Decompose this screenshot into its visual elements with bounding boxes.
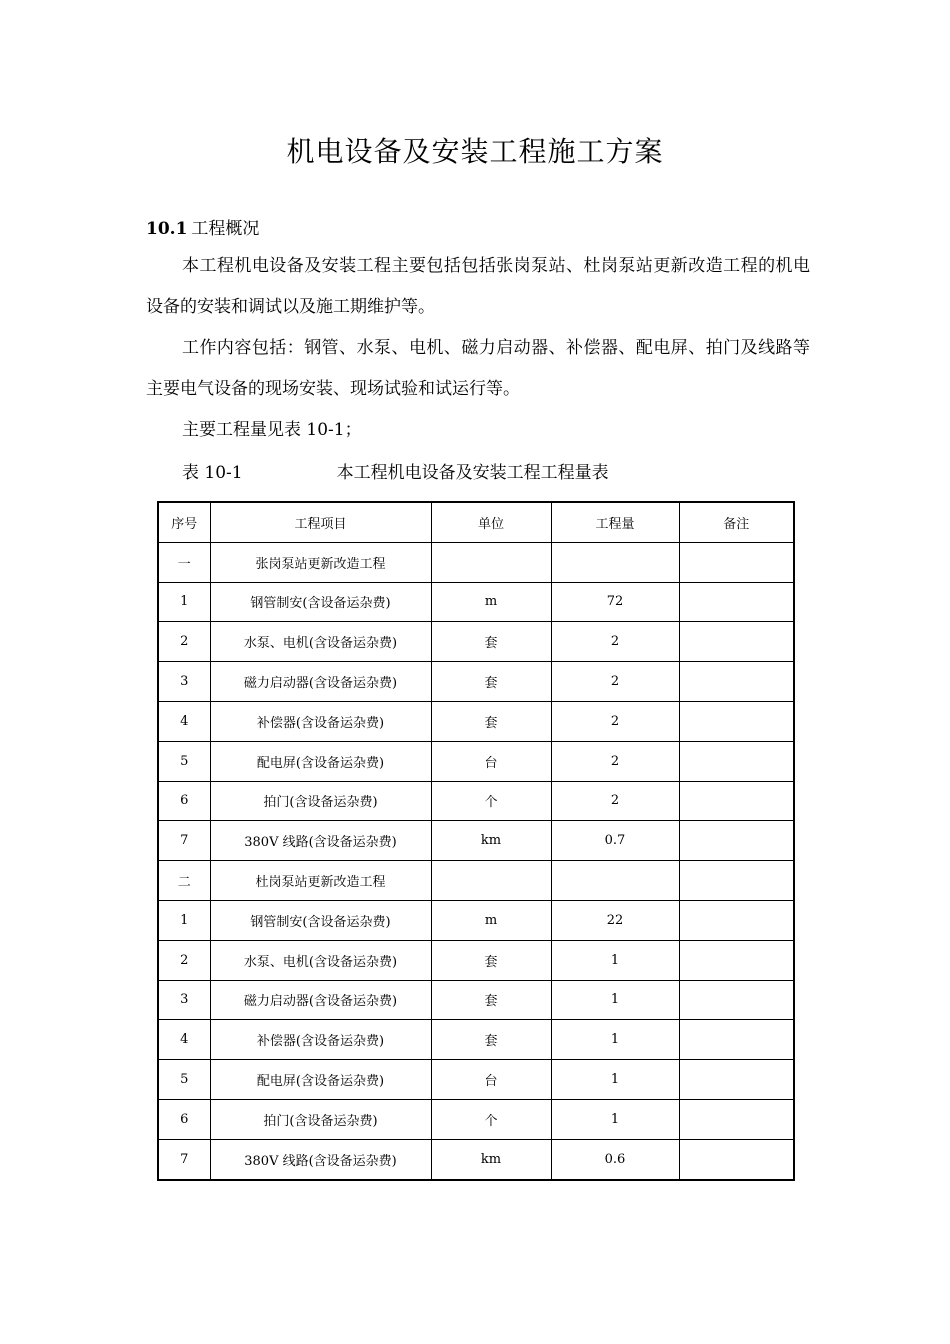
table-cell-unit: 个 — [431, 781, 551, 821]
table-body — [158, 542, 794, 1179]
table-cell-index: 2 — [158, 622, 210, 662]
table-caption — [182, 458, 609, 483]
table-cell-index: 4 — [158, 701, 210, 741]
table-cell-remarks — [679, 781, 794, 821]
table-cell-quantity: 1 — [551, 980, 679, 1020]
table-cell-item: 配电屏(含设备运杂费) — [210, 1060, 431, 1100]
table-cell-remarks — [679, 542, 794, 582]
table-row — [158, 622, 794, 662]
table-cell-quantity — [551, 861, 679, 901]
table-row — [158, 1020, 794, 1060]
paragraph-table-reference: 主要工程量见表 10-1； — [182, 420, 362, 440]
table-cell-unit: 套 — [431, 662, 551, 702]
table-row — [158, 1099, 794, 1139]
table-header-row — [158, 502, 794, 542]
table-cell-quantity: 0.6 — [551, 1139, 679, 1179]
table-cell-index: 4 — [158, 1020, 210, 1060]
table-cell-quantity: 2 — [551, 662, 679, 702]
table-cell-index: 7 — [158, 1139, 210, 1179]
table-cell-index: 1 — [158, 582, 210, 622]
table-cell-remarks — [679, 821, 794, 861]
table-row — [158, 701, 794, 741]
table-row — [158, 821, 794, 861]
table-cell-index: 5 — [158, 741, 210, 781]
table-cell-quantity: 2 — [551, 781, 679, 821]
table-cell-remarks — [679, 662, 794, 702]
section-heading — [146, 214, 259, 239]
table-cell-remarks — [679, 582, 794, 622]
quantity-table — [157, 501, 795, 1181]
table-cell-item: 张岗泵站更新改造工程 — [210, 542, 431, 582]
table-cell-unit: 台 — [431, 1060, 551, 1100]
table-row — [158, 861, 794, 901]
table-cell-unit: 套 — [431, 701, 551, 741]
table-row — [158, 741, 794, 781]
table-row — [158, 1139, 794, 1179]
table-cell-quantity: 1 — [551, 940, 679, 980]
table-cell-item: 配电屏(含设备运杂费) — [210, 741, 431, 781]
table-cell-index: 二 — [158, 861, 210, 901]
table-cell-index: 6 — [158, 781, 210, 821]
table-cell-unit: m — [431, 582, 551, 622]
paragraph-overview: 本工程机电设备及安装工程主要包括包括张岗泵站、杜岗泵站更新改造工程的机电设备的安装和调试以及施工期维护等。 — [146, 256, 810, 317]
table-cell-item: 380V 线路(含设备运杂费) — [210, 1139, 431, 1179]
table-cell-item: 钢管制安(含设备运杂费) — [210, 582, 431, 622]
table-cell-index: 5 — [158, 1060, 210, 1100]
table-cell-item: 钢管制安(含设备运杂费) — [210, 900, 431, 940]
table-cell-remarks — [679, 980, 794, 1020]
table-cell-remarks — [679, 622, 794, 662]
table-cell-quantity: 2 — [551, 701, 679, 741]
header-cell-quantity: 工程量 — [551, 502, 679, 542]
table-cell-index: 3 — [158, 980, 210, 1020]
table-cell-item: 补偿器(含设备运杂费) — [210, 701, 431, 741]
header-cell-remarks: 备注 — [679, 502, 794, 542]
table-cell-item: 380V 线路(含设备运杂费) — [210, 821, 431, 861]
table-row — [158, 1060, 794, 1100]
table-cell-unit: 套 — [431, 980, 551, 1020]
table-cell-unit: 套 — [431, 1020, 551, 1060]
table-cell-remarks — [679, 701, 794, 741]
table-row — [158, 940, 794, 980]
table-cell-quantity: 72 — [551, 582, 679, 622]
table-row — [158, 582, 794, 622]
table-cell-remarks — [679, 1020, 794, 1060]
table-cell-index: 2 — [158, 940, 210, 980]
table-cell-unit: 台 — [431, 741, 551, 781]
table-cell-index: 一 — [158, 542, 210, 582]
table-cell-item: 水泵、电机(含设备运杂费) — [210, 622, 431, 662]
table-row — [158, 781, 794, 821]
table-row — [158, 542, 794, 582]
table-cell-remarks — [679, 741, 794, 781]
table-row — [158, 980, 794, 1020]
table-cell-quantity: 1 — [551, 1060, 679, 1100]
table-cell-unit — [431, 542, 551, 582]
table-cell-index: 1 — [158, 900, 210, 940]
table-cell-remarks — [679, 1060, 794, 1100]
table-cell-quantity: 2 — [551, 741, 679, 781]
table-cell-item: 水泵、电机(含设备运杂费) — [210, 940, 431, 980]
table-cell-quantity: 22 — [551, 900, 679, 940]
table-cell-unit: 套 — [431, 622, 551, 662]
table-cell-item: 磁力启动器(含设备运杂费) — [210, 662, 431, 702]
table-cell-unit: km — [431, 821, 551, 861]
table-cell-unit: km — [431, 1139, 551, 1179]
table-caption-label: 表 10-1 — [182, 463, 243, 483]
table-row — [158, 900, 794, 940]
header-cell-index: 序号 — [158, 502, 210, 542]
table-cell-item: 磁力启动器(含设备运杂费) — [210, 980, 431, 1020]
table-caption-title: 本工程机电设备及安装工程工程量表 — [336, 463, 609, 483]
table-cell-unit: 套 — [431, 940, 551, 980]
table-cell-remarks — [679, 1139, 794, 1179]
table-cell-quantity: 2 — [551, 622, 679, 662]
header-cell-unit: 单位 — [431, 502, 551, 542]
table-cell-unit: m — [431, 900, 551, 940]
table-cell-item: 杜岗泵站更新改造工程 — [210, 861, 431, 901]
table-cell-item: 补偿器(含设备运杂费) — [210, 1020, 431, 1060]
table-cell-quantity: 1 — [551, 1099, 679, 1139]
header-cell-item: 工程项目 — [210, 502, 431, 542]
table-cell-remarks — [679, 940, 794, 980]
table-cell-item: 拍门(含设备运杂费) — [210, 781, 431, 821]
section-heading-text: 工程概况 — [191, 219, 260, 239]
table-cell-remarks — [679, 861, 794, 901]
document-title: 机电设备及安装工程施工方案 — [286, 135, 664, 168]
table-cell-index: 6 — [158, 1099, 210, 1139]
paragraph-scope: 工作内容包括：钢管、水泵、电机、磁力启动器、补偿器、配电屏、拍门及线路等主要电气设备的现场安装、现场试验和试运行等。 — [146, 338, 810, 399]
table-cell-remarks — [679, 900, 794, 940]
table-row — [158, 662, 794, 702]
table-cell-quantity: 1 — [551, 1020, 679, 1060]
table-cell-quantity: 0.7 — [551, 821, 679, 861]
table-cell-remarks — [679, 1099, 794, 1139]
table-cell-unit — [431, 861, 551, 901]
table-cell-quantity — [551, 542, 679, 582]
table-cell-unit: 个 — [431, 1099, 551, 1139]
table-cell-index: 7 — [158, 821, 210, 861]
section-number: 10.1 — [146, 219, 188, 239]
table-cell-item: 拍门(含设备运杂费) — [210, 1099, 431, 1139]
table-cell-index: 3 — [158, 662, 210, 702]
